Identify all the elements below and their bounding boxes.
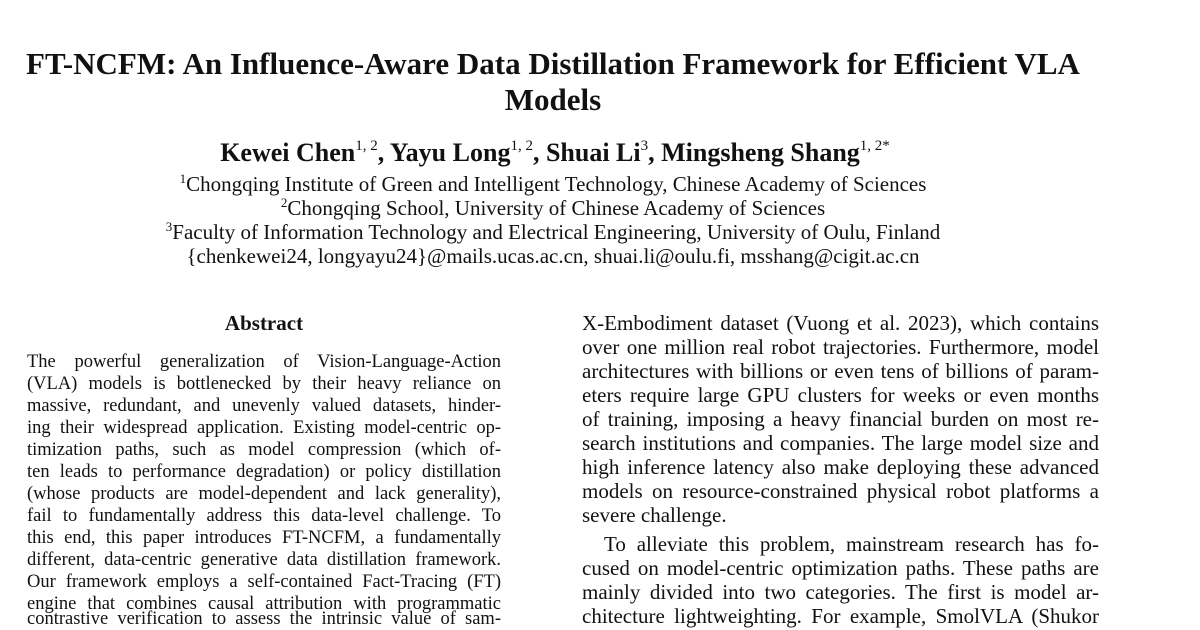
author-affiliation-marker: 3: [640, 138, 649, 154]
body-line: cused on model-centric optimization paths. These paths are: [582, 556, 1099, 580]
affiliation-2: [0, 196, 1106, 220]
body-line: chitecture lightweighting. For example, SmolVLA (Shukor: [582, 604, 1099, 628]
author-separator: ,: [648, 138, 662, 167]
abstract-line: timization paths, such as model compression (which of-: [27, 440, 501, 460]
author-affiliation-marker: 1, 2*: [859, 138, 890, 154]
body-line: X-Embodiment dataset (Vuong et al. 2023), which contains: [582, 311, 1099, 335]
author-name: Mingsheng Shang: [661, 138, 860, 167]
body-line: architectures with billions or even tens of billions of param-: [582, 359, 1099, 383]
author-affiliation-marker: 1, 2: [510, 138, 533, 154]
paper-title: [0, 46, 1106, 118]
affiliation-text: Chongqing Institute of Green and Intelligent Technology, Chinese Academy of Sciences: [186, 172, 927, 196]
body-line: over one million real robot trajectories. Furthermore, model: [582, 335, 1099, 359]
abstract-line: ten leads to performance degradation) or policy distillation: [27, 462, 501, 482]
author: [390, 138, 546, 167]
author-affiliation-marker: 1, 2: [355, 138, 378, 154]
author-separator: ,: [532, 138, 546, 167]
abstract-line: (whose products are model-dependent and lack generality),: [27, 484, 501, 504]
abstract-line: fail to fundamentally address this data-level challenge. To: [27, 506, 501, 526]
affiliation-3: [0, 220, 1106, 244]
author-list: [0, 137, 1110, 169]
body-line: of training, imposing a heavy financial burden on most re-: [582, 407, 1099, 431]
abstract-line: engine that combines causal attribution with programmatic: [27, 594, 501, 614]
author-separator: ,: [377, 138, 390, 167]
affiliation-1: [0, 172, 1106, 196]
affiliation-number: 1: [179, 171, 187, 186]
abstract-line: ing their widespread application. Existing model-centric op-: [27, 418, 501, 438]
body-line: mainly divided into two categories. The first is model ar-: [582, 580, 1099, 604]
affiliation-number: 3: [165, 219, 173, 234]
abstract-line: different, data-centric generative data distillation framework.: [27, 550, 501, 570]
author-name: Yayu Long: [389, 138, 511, 167]
abstract-line: contrastive verification to assess the intrinsic value of sam-: [27, 609, 501, 629]
author: [546, 138, 661, 167]
body-line: severe challenge.: [582, 503, 727, 527]
body-line: models on resource-constrained physical robot platforms a: [582, 479, 1099, 503]
author-name: Kewei Chen: [220, 138, 356, 167]
abstract-line: (VLA) models is bottlenecked by their heavy reliance on: [27, 374, 501, 394]
abstract-line: The powerful generalization of Vision-Language-Action: [27, 352, 501, 372]
author: [220, 138, 390, 167]
affiliation-number: 2: [280, 195, 288, 210]
body-line: search institutions and companies. The large model size and: [582, 431, 1099, 455]
abstract-heading: Abstract: [224, 311, 304, 335]
author-emails: {chenkewei24, longyayu24}@mails.ucas.ac.cn, shuai.li@oulu.fi, msshang@cigit.ac.cn: [186, 244, 920, 268]
affiliation-text: Faculty of Information Technology and Electrical Engineering, University of Oulu, Finland: [172, 220, 941, 244]
body-line: To alleviate this problem, mainstream research has fo-: [604, 532, 1099, 556]
body-line: high inference latency also make deploying these advanced: [582, 455, 1099, 479]
abstract-line: this end, this paper introduces FT-NCFM, a fundamentally: [27, 528, 501, 548]
abstract-line: massive, redundant, and unevenly valued datasets, hinder-: [27, 396, 501, 416]
title-line-2: Models: [504, 82, 602, 117]
author: [661, 138, 890, 167]
title-line-1: FT-NCFM: An Influence-Aware Data Distillation Framework for Efficient VLA: [26, 46, 1080, 81]
abstract-line: Our framework employs a self-contained Fact-Tracing (FT): [27, 572, 501, 592]
author-name: Shuai Li: [545, 138, 641, 167]
body-line: eters require large GPU clusters for weeks or even months: [582, 383, 1099, 407]
affiliation-text: Chongqing School, University of Chinese Academy of Sciences: [287, 196, 826, 220]
